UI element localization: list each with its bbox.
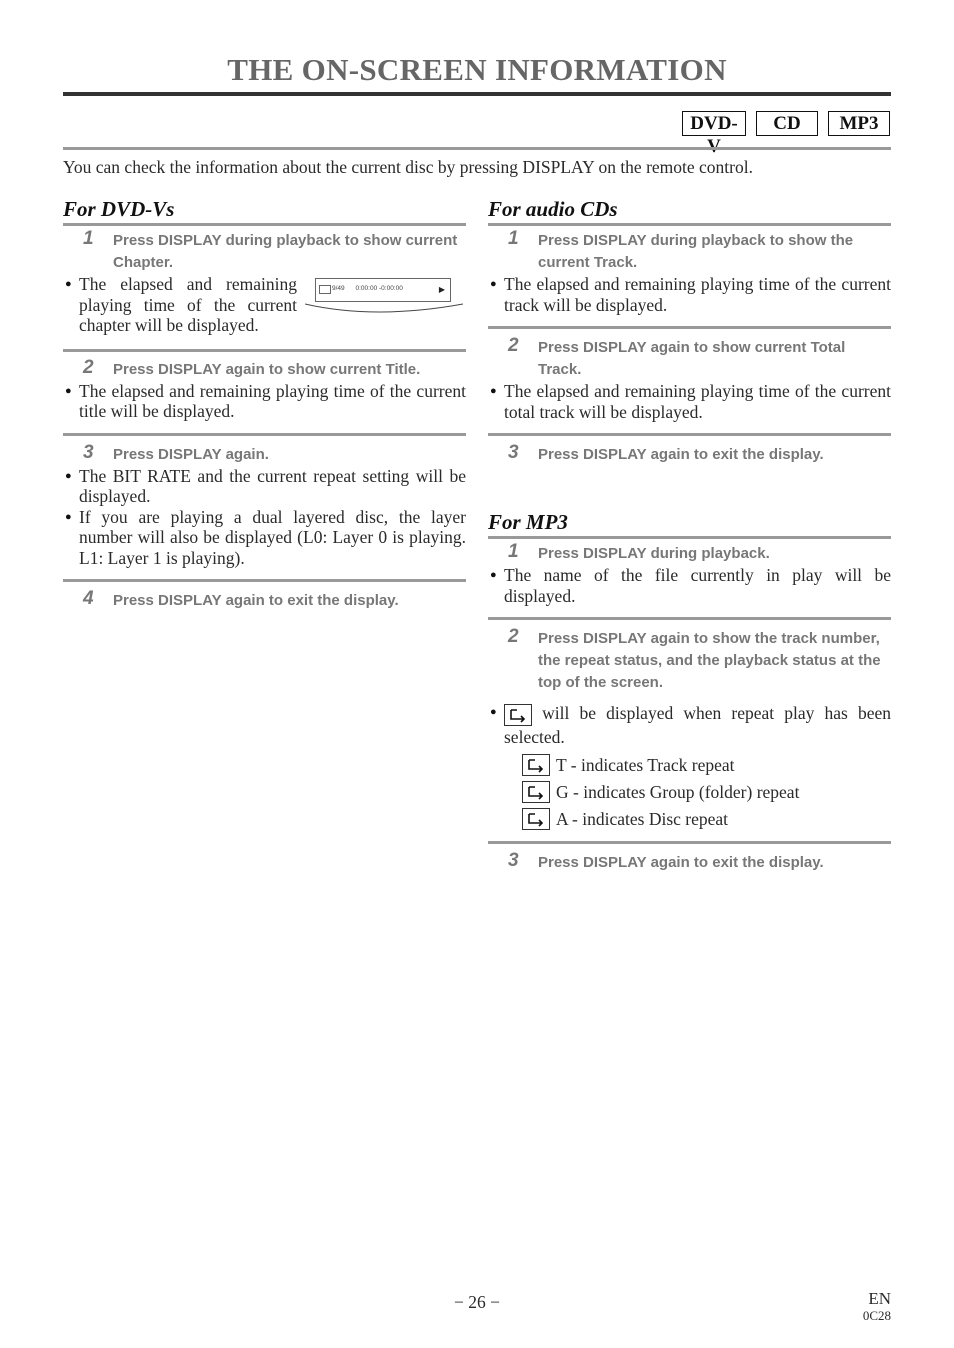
section-rule [488, 841, 891, 844]
dvd-section [63, 196, 466, 612]
step-number: 2 [83, 356, 94, 378]
mp3-bullet-2 [488, 702, 891, 748]
repeat-disc-text: A - indicates Disc repeat [556, 808, 729, 829]
step-text: Press DISPLAY during playback to show current Chapter. [113, 232, 458, 271]
repeat-icon [522, 754, 550, 776]
step-text: Press DISPLAY again to exit the display. [538, 446, 824, 463]
section-rule [63, 579, 466, 582]
title-rule [63, 92, 891, 96]
repeat-group-text: G - indicates Group (folder) repeat [556, 781, 800, 802]
step-text: Press DISPLAY again to show current Title. [113, 360, 421, 378]
section-rule [488, 433, 891, 436]
mp3-bullet-1: ● The name of the file currently in play will be displayed. [488, 565, 891, 606]
section-rule [488, 326, 891, 329]
step-number: 4 [83, 588, 94, 609]
step-text: Press DISPLAY during playback. [538, 545, 770, 562]
cd-section [488, 196, 891, 874]
dvd-bullet-3b: ● If you are playing a dual layered disc, the layer number will also be displayed (L0: Layer 0 is playing. L1: Layer 1 is playing). [63, 507, 466, 569]
step-text: Press DISPLAY again to show the track number, the repeat status, and the playback status at the top of the screen. [538, 630, 881, 691]
osd-time: 0:00:00 -0:00:00 [355, 285, 403, 292]
dvd-bullet-2: ● The elapsed and remaining playing time of the current title will be displayed. [63, 381, 466, 422]
disc-type-badges [682, 111, 890, 136]
osd-chapter: 9/49 [332, 285, 345, 292]
step-number: 3 [83, 441, 94, 463]
section-rule [488, 223, 891, 226]
cd-bullet-1: ● The elapsed and remaining playing time of the current track will be displayed. [488, 274, 891, 315]
section-rule [63, 433, 466, 436]
osd-display-illustration [315, 278, 463, 314]
repeat-disc-item [522, 806, 891, 833]
dvd-step-1 [63, 230, 466, 274]
dvd-step-4 [63, 590, 466, 612]
step-number: 2 [508, 335, 519, 356]
mp3-step-3 [488, 849, 891, 874]
repeat-icon [522, 781, 550, 803]
step-text: Press DISPLAY during playback to show the current Track. [538, 232, 854, 271]
step-number: 2 [508, 626, 519, 647]
badge-dvd-v: DVD- [682, 111, 746, 136]
header-rule [63, 147, 891, 150]
doc-code: 0C28 [862, 1308, 891, 1323]
repeat-legend [488, 752, 891, 833]
badge-cd: CD [756, 111, 818, 136]
cd-bullet-2: ● The elapsed and remaining playing time of the current total track will be displayed. [488, 381, 891, 422]
intro-text: You can check the information about the current disc by pressing DISPLAY on the remote control. [63, 157, 753, 177]
footer-code [863, 1290, 891, 1324]
dvd-heading: For DVD-Vs [63, 197, 175, 221]
page-title: THE ON-SCREEN INFORMATION [227, 52, 727, 87]
step-number: 1 [83, 228, 94, 249]
play-icon: ▶ [438, 285, 445, 294]
step-number: 1 [508, 228, 519, 249]
step-text: Press DISPLAY again to show current Total Track. [538, 339, 846, 378]
badge-mp3: MP3 [828, 111, 890, 136]
dvd-step-2 [63, 356, 466, 381]
repeat-bullet-text: will be displayed when repeat play has been selected. [504, 703, 892, 747]
section-rule [488, 617, 891, 620]
cd-step-3 [488, 444, 891, 466]
mp3-step-1 [488, 543, 891, 565]
cd-step-1 [488, 230, 891, 274]
repeat-group-item [522, 779, 891, 806]
step-number: 1 [508, 541, 519, 562]
cd-step-2 [488, 337, 891, 381]
repeat-icon [504, 704, 532, 726]
cd-heading: For audio CDs [488, 197, 618, 221]
dvd-step-3 [63, 441, 466, 466]
step-text: Press DISPLAY again to exit the display. [113, 592, 399, 609]
repeat-track-item [522, 752, 891, 779]
spacer [488, 466, 891, 509]
repeat-track-text: T - indicates Track repeat [556, 754, 735, 775]
step-number: 3 [508, 849, 519, 871]
osd-readout [332, 285, 403, 292]
screen-edge-curve [305, 302, 463, 316]
step-text: Press DISPLAY again to exit the display. [538, 853, 824, 871]
mp3-step-2 [488, 628, 891, 694]
section-rule [488, 536, 891, 539]
dvd-bullet-1-row [63, 274, 466, 336]
step-text: Press DISPLAY again. [113, 445, 269, 463]
section-rule [63, 349, 466, 352]
language-code: EN [868, 1289, 891, 1308]
mp3-heading: For MP3 [488, 510, 568, 534]
section-rule [63, 223, 466, 226]
dvd-bullet-1: ● The elapsed and remaining playing time of the current chapter will be displayed. [63, 274, 297, 336]
step-number: 3 [508, 442, 519, 463]
repeat-icon [522, 808, 550, 830]
dvd-bullet-3a: ● The BIT RATE and the current repeat setting will be displayed. [63, 466, 466, 507]
chapter-icon [319, 285, 331, 294]
osd-bar [315, 278, 451, 302]
page-number: − 26 − [454, 1292, 500, 1312]
